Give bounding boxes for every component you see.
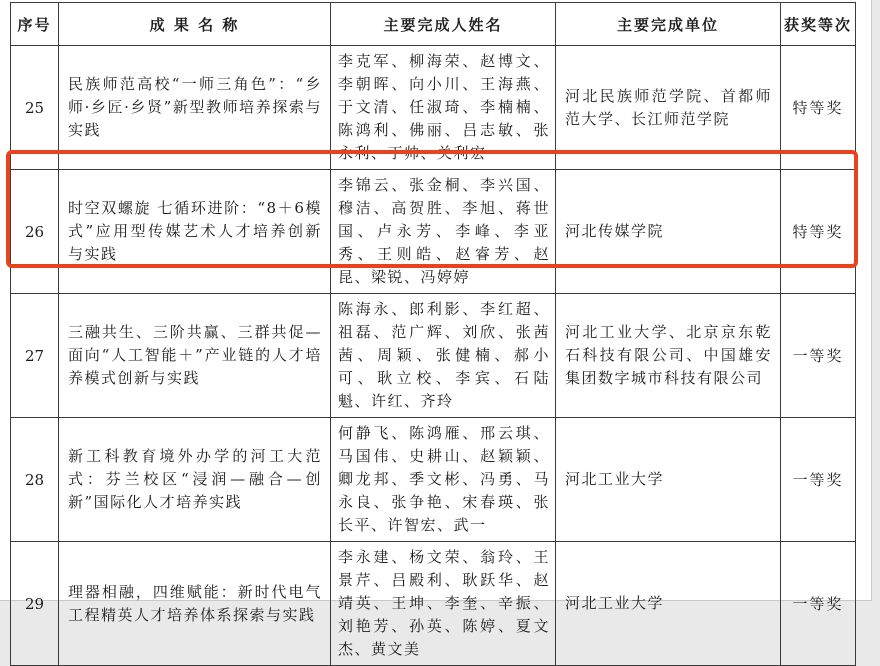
contributors: 李克军、柳海荣、赵博文、李朝晖、向小川、王海燕、于文清、任淑琦、李楠楠、陈鸿利、佛丽、吕志敏、张永利、丁帅、关利宏: [331, 46, 556, 170]
contributors: 何静飞、陈鸿雁、邢云琪、马国伟、史耕山、赵颖颖、卿龙邦、季文彬、冯勇、马永良、张争艳、宋春瑛、张长平、许智宏、武一: [331, 418, 556, 542]
organizations: 河北工业大学: [556, 418, 781, 542]
organizations: 河北民族师范学院、首都师范大学、长江师范学院: [556, 46, 781, 170]
row-number: 28: [11, 418, 59, 542]
contributors: 陈海永、郎利影、李红超、祖磊、范广辉、刘欣、张茜茜、周颖、张健楠、郝小可、耿立校、李宾、石陆魁、许红、齐玲: [331, 294, 556, 418]
column-header-units: 主要完成单位: [556, 3, 781, 46]
column-header-award: 获奖等次: [781, 3, 856, 46]
header-row: [11, 3, 856, 46]
organizations: 河北工业大学、北京京东乾石科技有限公司、中国雄安集团数字城市科技有限公司: [556, 294, 781, 418]
row-number: 27: [11, 294, 59, 418]
organizations: 河北传媒学院: [556, 170, 781, 294]
row-number: 29: [11, 542, 59, 666]
contributors: 李永建、杨文荣、翁玲、王景芹、吕殿利、耿跃华、赵靖英、王坤、李奎、辛振、刘艳芳、孙英、陈婷、夏文杰、黄文美: [331, 542, 556, 666]
organizations: 河北工业大学: [556, 542, 781, 666]
table-row: [11, 46, 856, 170]
column-header-no: 序号: [11, 3, 59, 46]
award-level: 一等奖: [781, 418, 856, 542]
table-row: [11, 418, 856, 542]
achievement-title: 时空双螺旋 七循环进阶：“8＋6模式”应用型传媒艺术人才培养创新与实践: [59, 170, 331, 294]
row-number: 25: [11, 46, 59, 170]
achievement-title: 新工科教育境外办学的河工大范式：芬兰校区“浸润—融合—创新”国际化人才培养实践: [59, 418, 331, 542]
table-row: [11, 294, 856, 418]
row-number: 26: [11, 170, 59, 294]
table-row: [11, 542, 856, 666]
award-level: 特等奖: [781, 46, 856, 170]
award-level: 一等奖: [781, 542, 856, 666]
contributors: 李锦云、张金桐、李兴国、穆洁、高贺胜、李旭、蒋世国、卢永芳、李峰、李亚秀、王则皓、赵睿芳、赵昆、梁锐、冯婷婷: [331, 170, 556, 294]
award-level: 一等奖: [781, 294, 856, 418]
achievement-title: 三融共生、三阶共赢、三群共促—面向“人工智能＋”产业链的人才培养模式创新与实践: [59, 294, 331, 418]
award-results-table: [10, 2, 856, 666]
table-row-highlighted: [11, 170, 856, 294]
column-header-people: 主要完成人姓名: [331, 3, 556, 46]
achievement-title: 理器相融，四维赋能：新时代电气工程精英人才培养体系探索与实践: [59, 542, 331, 666]
column-header-title: 成 果 名 称: [59, 3, 331, 46]
achievement-title: 民族师范高校“一师三角色”：“乡师·乡匠·乡贤”新型教师培养探索与实践: [59, 46, 331, 170]
award-level: 特等奖: [781, 170, 856, 294]
